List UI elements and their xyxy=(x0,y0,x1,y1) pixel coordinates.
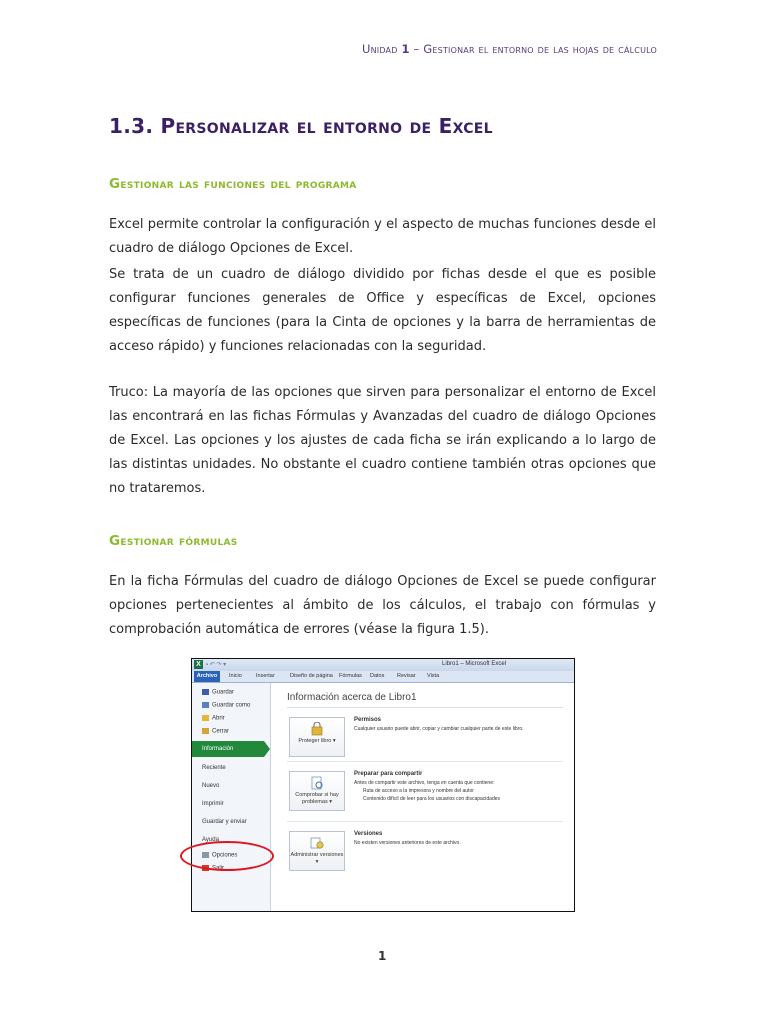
window-title: Libro1 – Microsoft Excel xyxy=(442,661,507,667)
protect-workbook-button[interactable]: Proteger libro ▾ xyxy=(289,717,345,757)
highlight-oval xyxy=(180,841,274,871)
unit-label: Unidad xyxy=(361,42,398,56)
tab-inicio[interactable]: Inicio xyxy=(229,673,242,679)
versions-text: No existen versiones anteriores de este archivo. xyxy=(354,840,461,846)
paragraph: Se trata de un cuadro de diálogo dividido por fichas desde el que es posible configurar funciones generales de Office y específicas de Excel, opciones específicas de funciones (para la Cinta de opciones y la barra de herramientas de acceso rápido) y funciones relacionadas con la seguridad. xyxy=(109,267,656,354)
running-header xyxy=(362,42,657,56)
sidebar-item-guardar-enviar[interactable]: Guardar y enviar xyxy=(202,819,247,825)
lock-key-icon xyxy=(310,722,324,736)
sidebar-item-opciones[interactable]: Opciones xyxy=(202,852,237,859)
sidebar-item-nuevo[interactable]: Nuevo xyxy=(202,783,220,789)
excel-screenshot-figure xyxy=(191,658,575,912)
quick-access-toolbar: ▪ ↶ ↷ ▾ xyxy=(206,662,227,668)
paragraph: Excel permite controlar la configuración y el aspecto de muchas funciones desde el cuadro de diálogo Opciones de Excel. xyxy=(109,217,656,256)
close-folder-icon xyxy=(202,728,209,734)
permissions-heading: Permisos xyxy=(354,717,382,723)
versions-heading: Versiones xyxy=(354,831,383,837)
tab-vista[interactable]: Vista xyxy=(427,673,440,679)
sidebar-item-cerrar[interactable]: Cerrar xyxy=(202,728,229,735)
sidebar-item-informacion[interactable]: Información xyxy=(192,741,264,757)
info-panel-title: Información acerca de Libro1 xyxy=(287,692,417,703)
tab-diseno-pagina[interactable]: Diseño de página xyxy=(290,673,333,679)
versions-icon xyxy=(310,836,324,850)
backstage-sidebar xyxy=(192,683,271,911)
save-as-icon xyxy=(202,702,209,708)
window-titlebar xyxy=(192,659,574,671)
divider xyxy=(287,821,563,822)
subsection-title: Gestionar las funciones del programa xyxy=(109,176,357,192)
manage-versions-button[interactable]: Administrar versiones ▾ xyxy=(289,831,345,871)
sidebar-item-reciente[interactable]: Reciente xyxy=(202,765,226,771)
ribbon-tabs xyxy=(192,671,574,683)
subsection-title: Gestionar fórmulas xyxy=(109,533,238,549)
sidebar-item-imprimir[interactable]: Imprimir xyxy=(202,801,224,807)
section-title: 1.3. Personalizar el entorno de Excel xyxy=(109,114,493,138)
sidebar-item-salir[interactable]: Salir xyxy=(202,865,224,872)
sidebar-item-abrir[interactable]: Abrir xyxy=(202,715,225,722)
sidebar-item-guardar[interactable]: Guardar xyxy=(202,689,234,696)
unit-number: 1 xyxy=(401,42,410,56)
sidebar-item-ayuda[interactable]: Ayuda xyxy=(202,837,219,843)
tab-revisar[interactable]: Revisar xyxy=(397,673,416,679)
excel-icon: X xyxy=(194,660,203,669)
divider xyxy=(287,707,563,708)
tab-datos[interactable]: Datos xyxy=(370,673,385,679)
page-number: 1 xyxy=(378,949,387,963)
tab-archivo[interactable]: Archivo xyxy=(194,671,220,682)
prepare-share-bullet: Contenido difícil de leer para los usuarios con discapacidades xyxy=(363,796,501,802)
prepare-share-heading: Preparar para compartir xyxy=(354,771,423,777)
permissions-text: Cualquier usuario puede abrir, copiar y cambiar cualquier parte de este libro. xyxy=(354,726,524,732)
open-folder-icon xyxy=(202,715,209,721)
prepare-share-bullet: Ruta de acceso a la impresora y nombre del autor xyxy=(363,788,474,794)
paragraph: En la ficha Fórmulas del cuadro de diálogo Opciones de Excel se puede configurar opciones pertenecientes al ámbito de los cálculos, el trabajo con fórmulas y comprobación automática de errores (véase la figura 1.5). xyxy=(109,574,656,637)
divider xyxy=(287,761,563,762)
unit-title: – Gestionar el entorno de las hojas de cálculo xyxy=(409,42,657,56)
save-icon xyxy=(202,689,209,695)
tip-paragraph: Truco: La mayoría de las opciones que sirven para personalizar el entorno de Excel las encontrará en las fichas Fórmulas y Avanzadas del cuadro de diálogo Opciones de Excel. Las opciones y los ajustes de cada ficha se irán explicando a lo largo de las distintas unidades. No obstante el cuadro contiene también otras opciones que no trataremos. xyxy=(109,385,656,496)
prepare-share-text: Antes de compartir este archivo, tenga en cuenta que contiene: xyxy=(354,780,495,786)
inspect-document-icon xyxy=(310,776,324,790)
tab-formulas[interactable]: Fórmulas xyxy=(339,673,362,679)
sidebar-item-guardar-como[interactable]: Guardar como xyxy=(202,702,250,709)
backstage-info-panel xyxy=(271,683,574,911)
check-issues-button[interactable]: Comprobar si hay problemas ▾ xyxy=(289,771,345,811)
tab-insertar[interactable]: Insertar xyxy=(256,673,275,679)
